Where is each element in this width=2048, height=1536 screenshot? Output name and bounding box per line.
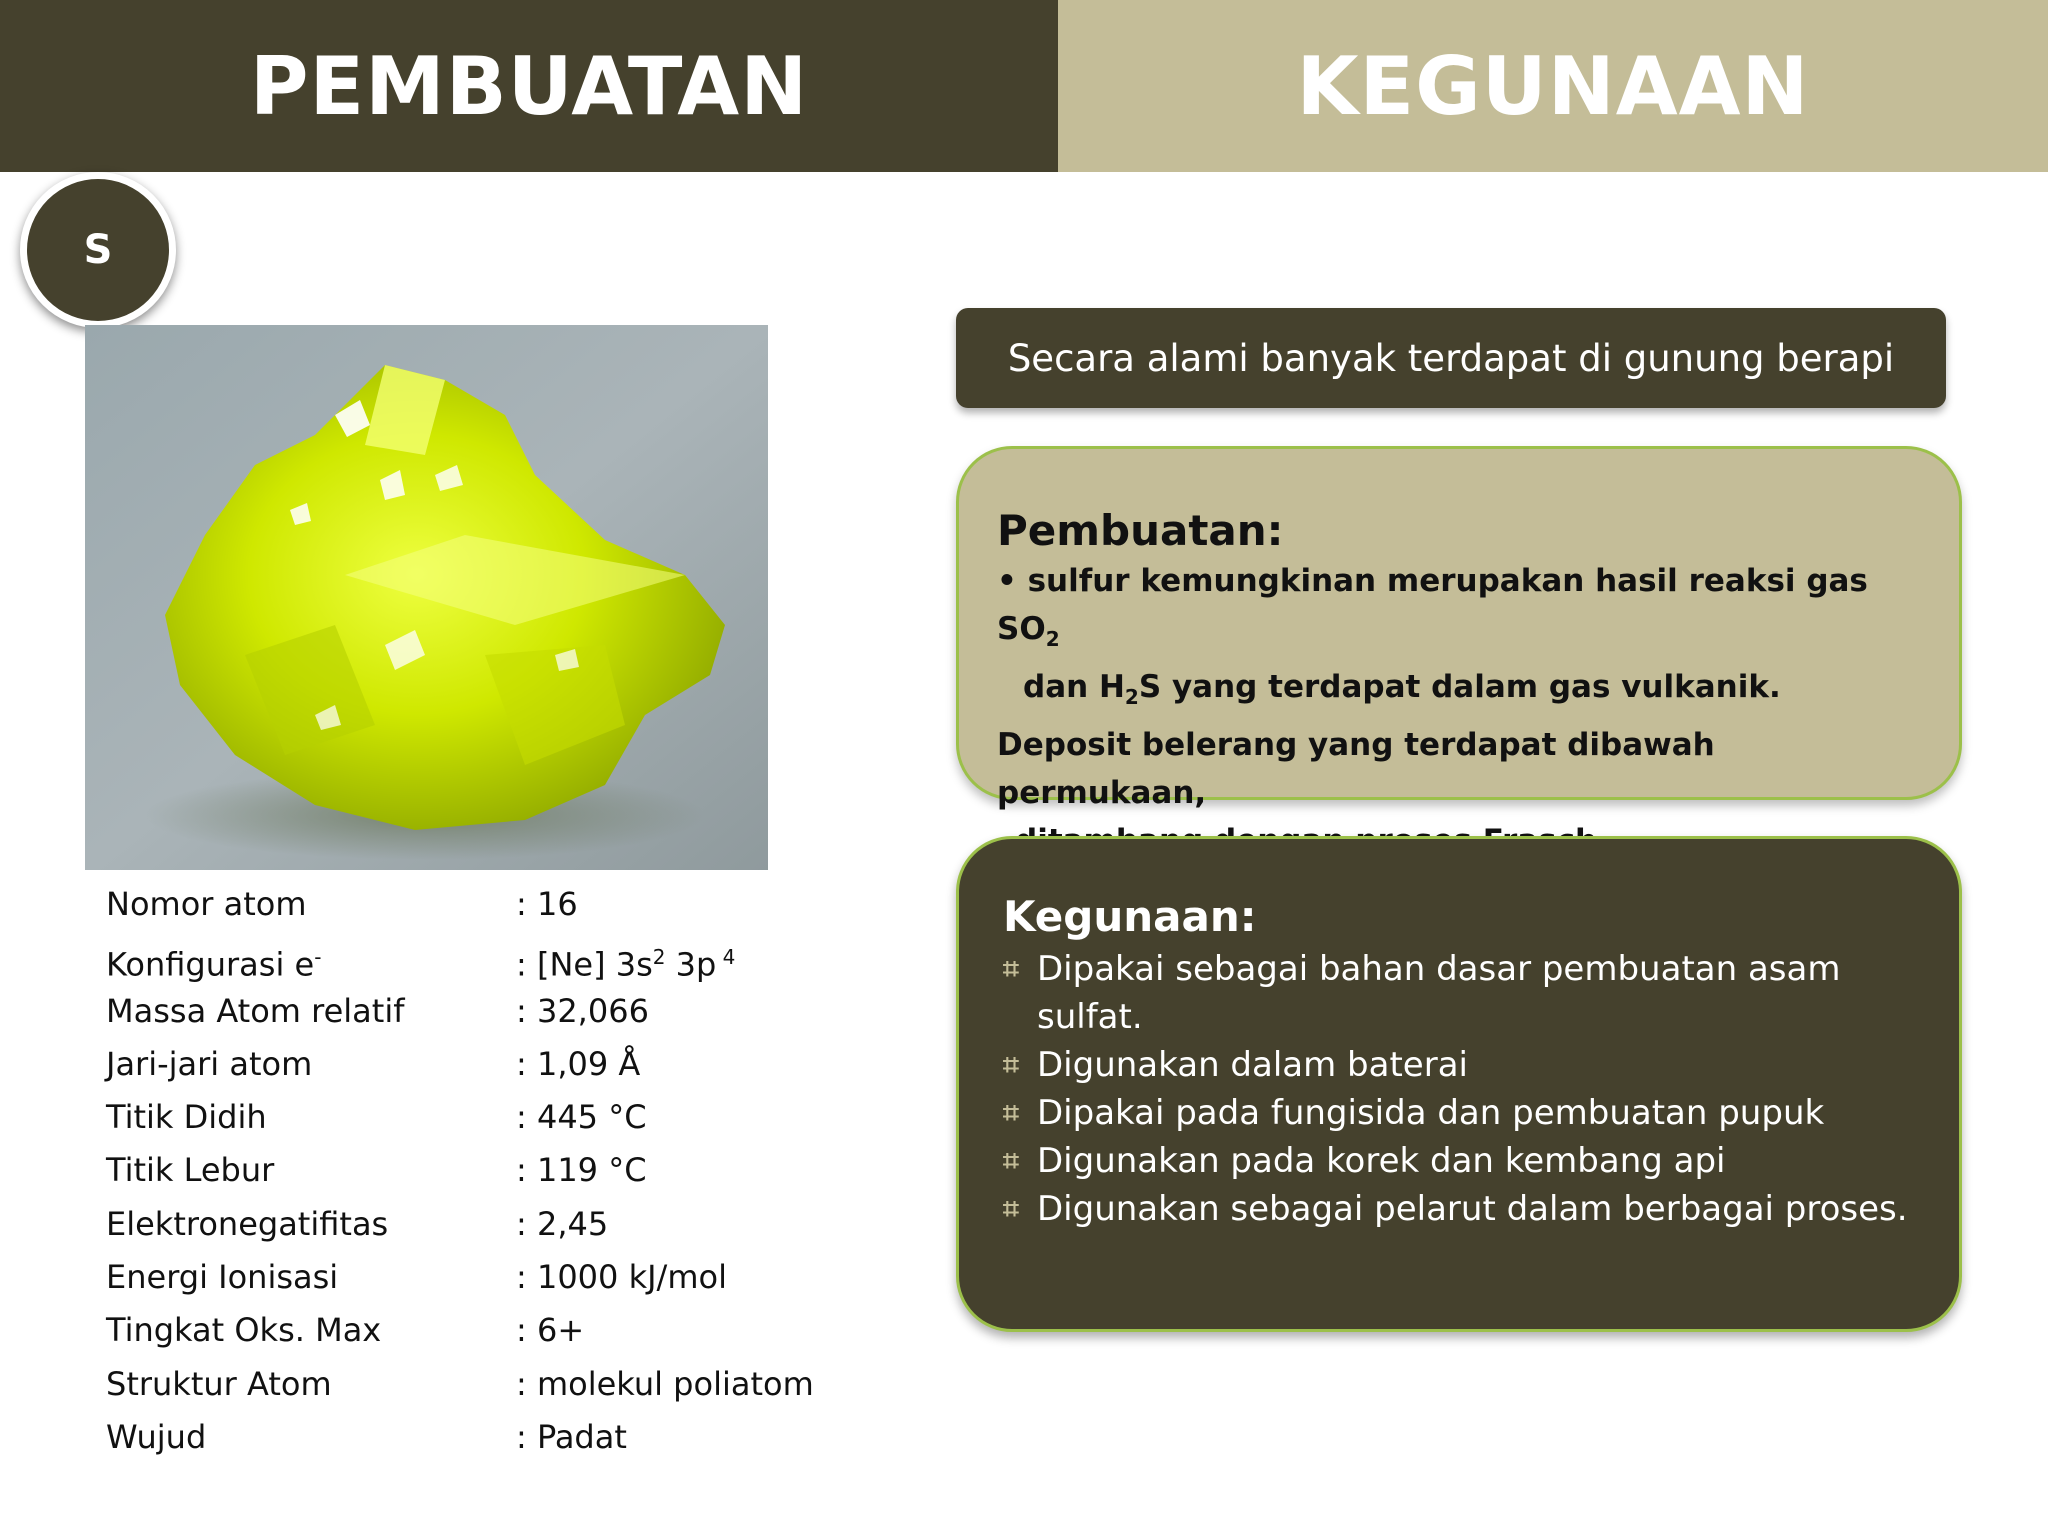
- list-item-text: Digunakan dalam baterai: [1037, 1045, 1468, 1085]
- list-item: [1003, 1089, 1919, 1137]
- header-pembuatan: [0, 0, 1058, 172]
- property-value: : [Ne] $3s^2$ 3p $^4$: [516, 945, 736, 984]
- list-item-text: Digunakan pada korek dan kembang api: [1037, 1141, 1726, 1181]
- property-row: [106, 1198, 866, 1251]
- property-label: Wujud: [106, 1417, 207, 1456]
- list-item: [1003, 1137, 1919, 1185]
- property-value: : 2,45: [516, 1204, 609, 1243]
- property-label: Massa Atom relatif: [106, 991, 405, 1030]
- list-item: [1003, 1185, 1919, 1233]
- kegunaan-list: [1003, 945, 1919, 1233]
- property-row: [106, 931, 866, 984]
- property-label: Struktur Atom: [106, 1364, 332, 1403]
- header-kegunaan: [1058, 0, 2048, 172]
- property-row: [106, 1038, 866, 1091]
- header-title-pembuatan: PEMBUATAN: [249, 39, 809, 133]
- intro-banner: Secara alami banyak terdapat di gunung berapi: [956, 308, 1946, 408]
- property-value: : 16: [516, 885, 578, 923]
- property-row: [106, 1304, 866, 1357]
- list-item-text: Dipakai pada fungisida dan pembuatan pupuk: [1037, 1093, 1825, 1133]
- pembuatan-box: [956, 446, 1962, 812]
- sulfur-crystal-photo: [85, 325, 768, 870]
- property-value: : 445 °C: [516, 1098, 647, 1137]
- hash-bullet-icon: ⌗: [1003, 1192, 1019, 1225]
- property-row: [106, 1251, 866, 1304]
- list-item-text: Digunakan sebagai pelarut dalam berbagai proses.: [1037, 1189, 1908, 1229]
- property-value: : 119 °C: [516, 1151, 647, 1190]
- kegunaan-heading: Kegunaan:: [1003, 892, 1257, 941]
- element-properties-list: [106, 878, 866, 1464]
- property-row: [106, 1411, 866, 1464]
- pembuatan-line: Deposit belerang yang terdapat dibawah permukaan,: [997, 727, 1715, 812]
- header-title-kegunaan: KEGUNAAN: [1296, 39, 1810, 133]
- property-row: [106, 985, 866, 1038]
- property-label: Jari-jari atom: [106, 1044, 313, 1083]
- hash-bullet-icon: ⌗: [1003, 952, 1019, 985]
- property-value: : molekul poliatom: [516, 1364, 814, 1403]
- property-label: Titik Didih: [106, 1098, 267, 1137]
- pembuatan-text: [997, 557, 1919, 865]
- property-value: : Padat: [516, 1417, 627, 1456]
- property-label: Tingkat Oks. Max: [106, 1311, 382, 1350]
- property-row: [106, 1358, 866, 1411]
- pembuatan-line: dan $H_2S$ yang terdapat dalam gas vulkanik.: [1023, 669, 1781, 710]
- property-value: : 6+: [516, 1311, 585, 1350]
- property-label: Elektronegatifitas: [106, 1204, 389, 1243]
- list-item-text: Dipakai sebagai bahan dasar pembuatan asam sulfat.: [1037, 949, 1841, 1037]
- property-value: : 1000 kJ/mol: [516, 1258, 727, 1297]
- property-label: Nomor atom: [106, 885, 307, 923]
- hash-bullet-icon: ⌗: [1003, 1048, 1019, 1081]
- property-label: Titik Lebur: [106, 1151, 275, 1190]
- list-item: [1003, 945, 1919, 1041]
- property-value: : 1,09 Å: [516, 1044, 641, 1083]
- element-symbol-badge: S: [20, 172, 176, 328]
- list-item: [1003, 1041, 1919, 1089]
- property-value: : 32,066: [516, 991, 649, 1030]
- hash-bullet-icon: ⌗: [1003, 1144, 1019, 1177]
- property-row: [106, 1144, 866, 1197]
- property-label: Energi Ionisasi: [106, 1258, 339, 1297]
- pembuatan-line: • sulfur kemungkinan merupakan hasil reaksi gas $SO_2$: [997, 563, 1868, 652]
- property-label: Konfigurasi e-: [106, 945, 322, 984]
- kegunaan-box: [956, 836, 1962, 1332]
- pembuatan-heading: Pembuatan:: [997, 506, 1284, 555]
- property-row: [106, 878, 866, 931]
- property-row: [106, 1091, 866, 1144]
- hash-bullet-icon: ⌗: [1003, 1096, 1019, 1129]
